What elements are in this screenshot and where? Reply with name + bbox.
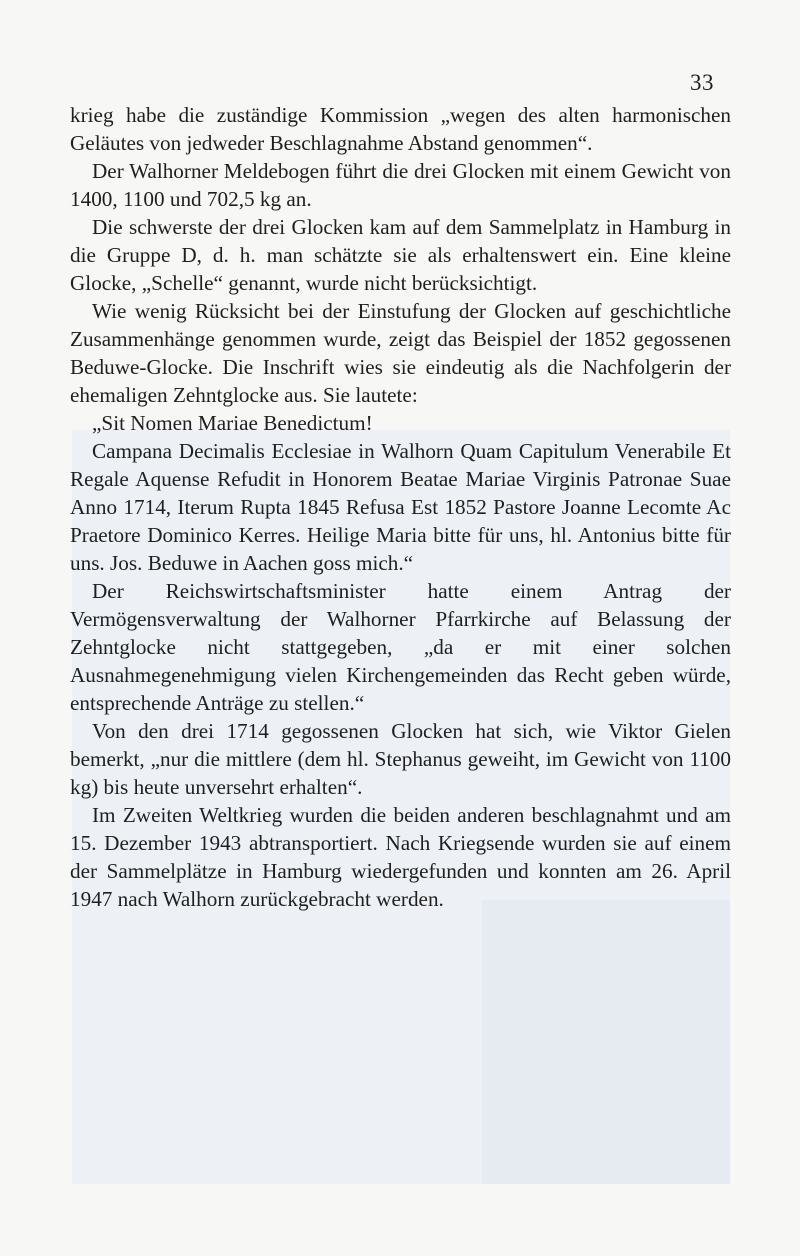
- page-number: 33: [690, 70, 714, 95]
- paragraph: Der Reichswirtschaftsminister hatte einem Antrag der Vermögensverwaltung der Walhorner Pfarrkirche auf Belassung der Zehntglocke nicht stattgegeben, „da er mit einer solchen Ausnahmegenehmigung vielen Kirchengemeinden das Recht geben würde, entsprechende Anträge zu stellen.“: [70, 579, 731, 715]
- body-text: [70, 101, 731, 913]
- inscription-heading: „Sit Nomen Mariae Benedictum!: [92, 411, 373, 435]
- bleed-through-shadow-inner: [482, 900, 730, 1184]
- paragraph: Der Walhorner Meldebogen führt die drei Glocken mit einem Gewicht von 1400, 1100 und 702,5 kg an.: [70, 159, 731, 211]
- paragraph: Im Zweiten Weltkrieg wurden die beiden anderen beschlagnahmt und am 15. Dezember 1943 abtransportiert. Nach Kriegsende wurden sie auf einem der Sammelplätze in Hamburg wiedergefunden und konnten am 26. April 1947 nach Walhorn zurückgebracht werden.: [70, 803, 731, 911]
- paragraph: krieg habe die zuständige Kommission „wegen des alten harmonischen Geläutes von jedweder Beschlagnahme Abstand genommen“.: [70, 103, 731, 155]
- inscription-text: Campana Decimalis Ecclesiae in Walhorn Quam Capitulum Venerabile Et Regale Aquense Refudit in Honorem Beatae Mariae Virginis Patronae Suae Anno 1714, Iterum Rupta 1845 Refusa Est 1852 Pastore Joanne Lecomte Ac Praetore Dominico Kerres. Heilige Maria bitte für uns, hl. Antonius bitte für uns. Jos. Beduwe in Aachen goss mich.“: [70, 439, 731, 575]
- paragraph: Wie wenig Rücksicht bei der Einstufung der Glocken auf geschichtliche Zusammenhänge genommen wurde, zeigt das Beispiel der 1852 gegossenen Beduwe-Glocke. Die Inschrift wies sie eindeutig als die Nachfolgerin der ehemaligen Zehntglocke aus. Sie lautete:: [70, 299, 731, 407]
- paragraph: Die schwerste der drei Glocken kam auf dem Sammelplatz in Hamburg in die Gruppe D, d. h. man schätzte sie als erhaltenswert ein. Eine kleine Glocke, „Schelle“ genannt, wurde nicht berücksichtigt.: [70, 215, 731, 295]
- paragraph: Von den drei 1714 gegossenen Glocken hat sich, wie Viktor Gielen bemerkt, „nur die mittlere (dem hl. Stephanus geweiht, im Gewicht von 1100 kg) bis heute unversehrt erhalten“.: [70, 719, 731, 799]
